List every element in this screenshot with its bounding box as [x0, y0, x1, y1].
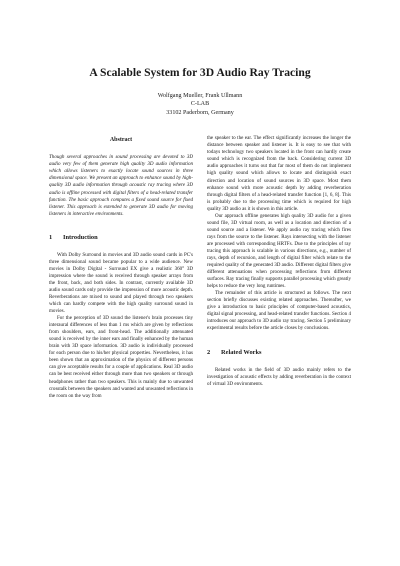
section-heading-related-works	[207, 349, 351, 357]
intro-paragraph-4: Our approach offline generates high quality 3D audio for a given sound file, 3D virtual room, as well as a location and direction of a sound source and a listener. We apply audio ray tracing which fires rays from the source to the listener. Rays intersecting with the listener are processed with corresponding HRTFs. Due to the principles of ray tracing this approach is scalable in various directions, e.g., number of rays, depth of recursion, and length of digital filter which relate to the required quality of the generated 3D audio. Different digital filters give different attenuations when processing reflections from different surfaces. Ray tracing finally supports parallel processing which greatly helps to reduce the very long runtimes.	[207, 212, 351, 290]
intro-paragraph-5: The remainder of this article is structured as follows. The next section briefly discusses existing related approaches. Thereafter, we give a introduction to basic principles of computer-based acoustics, digital signal processing, and head-related transfer functions. Section 4 introduces our approach to 3D audio ray tracing. Section 5 preliminary experimental results before the article closes by conclusions.	[207, 290, 351, 332]
section-heading-introduction	[49, 234, 193, 242]
intro-paragraph-1: With Dolby Surround in movies and 3D audio sound cards in PC's three dimensional sound became popular to a wide audience. New movies in Dolby Digital - Surround EX give a realistic 360° 3D impression where the sound is received through speaker arrays from the front, back, and both sides. In contrast, currently available 3D audio sound cards only provide the impression of more acoustic depth. Reverberations are mixed to sound and played through two speakers which can hardly compete with the high quality surround sound in movies.	[49, 251, 193, 315]
section-title: Introduction	[63, 233, 98, 241]
related-paragraph-1: Related works in the field of 3D audio mainly refers to the investigation of acoustic effects by adding reverberation in the context of virtual 3D environments.	[207, 366, 351, 387]
section-number: 1	[49, 233, 53, 241]
right-column	[207, 135, 351, 399]
author-block	[49, 92, 351, 117]
abstract-heading: Abstract	[109, 137, 133, 144]
paper-title: A Scalable System for 3D Audio Ray Tracing	[89, 66, 311, 79]
abstract-text: Though several approaches in sound processing are devoted to 3D audio very few of them generate high quality 3D audio information which allows listeners to exactly locate sound sources in three dimensional space. We present an approach to enhance sound by high-quality 3D audio information through acoustic ray tracing where 3D audio is offline processed with digital filters of a head-related transfer function. The basic approach computes a fixed sound source for fixed listener. This approach is extended to generate 3D audio for moving listeners in interactive environments.	[49, 154, 193, 217]
intro-paragraph-3: the speaker to the ear. The effect significantly increases the longer the distance between speaker and listener is. It is easy to see that with todays technology two speakers located in the front can hardly create sound which is recognized from the back. Considering current 3D audio approaches it turns out that far most of them do not implement high quality sound which allows to locate and distinguish exact direction and location of sound sources in 3D space. Most them enhance sound with more acoustic depth by adding reverberation through digital filters of a head-related transfer function [1, 6, 8]. This is probably due to the processing time which is required for high quality 3D audio as it is shown in this article.	[207, 135, 351, 212]
intro-paragraph-2: For the perception of 3D sound the listener's brain processes tiny interaural differences of less than 1 ms which are given by reflections from shoulders, ears, and front-head. The additionally attenuated sound is received by the inner ears and finally enhanced by the human brain with 3D space information. 3D audio is individually processed for each person due to his/her physical properties. Nevertheless, it has been shown that an approximation of the physics of different persons can give acceptable results for a couple of applications. Real 3D audio can be best received either through more than two speakers or through headphones rather than two speakers. This is mainly due to unwanted crosstalk between the speakers and wanted and unwanted reflections in the room on the way from	[49, 315, 193, 399]
section-title: Related Works	[221, 348, 262, 356]
left-column	[49, 135, 193, 399]
two-column-body	[49, 135, 351, 399]
section-number: 2	[207, 348, 211, 356]
author-affiliation: C-LAB	[190, 101, 210, 108]
author-names: Wolfgang Mueller, Frank Ullmann	[157, 93, 243, 99]
author-address: 33102 Paderborn, Germany	[166, 109, 234, 116]
